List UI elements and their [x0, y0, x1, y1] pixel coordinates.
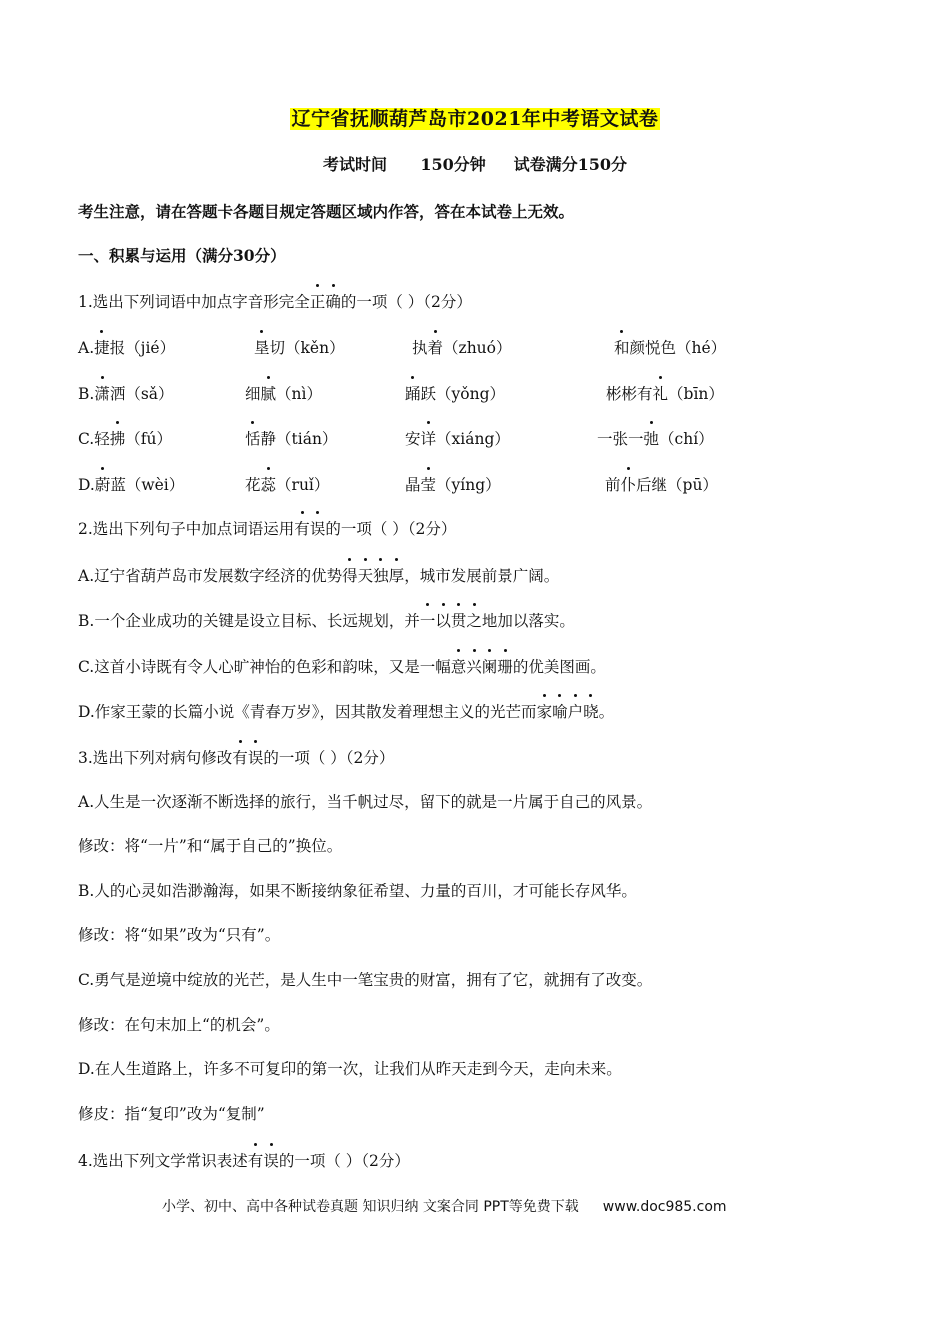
emphasis-dot-char: 晓	[583, 700, 599, 722]
option-word: 细腻（nì）	[245, 382, 322, 404]
emphasis-dot-char: 潇	[94, 382, 110, 404]
q3-revision-b: 修改：将“如果”改为“只有”。	[78, 926, 281, 944]
footer-link[interactable]: www.doc985.com	[602, 1199, 727, 1215]
option-word: 晶莹（yíng）	[405, 473, 501, 495]
emphasis-dot-char: 之	[466, 609, 482, 631]
q3-option-a: A.人生是一次逐渐不断选择的旅行，当千帆过尽，留下的就是一片属于自己的风景。	[78, 793, 653, 811]
emphasis-dot-char: 误	[263, 1149, 279, 1171]
emphasis-dot-char: 户	[568, 700, 584, 722]
emphasis-dot-char: 踊	[405, 382, 421, 404]
q2-option-a: A.辽宁省葫芦岛市发展数字经济的优势得天独厚，城市发展前景广阔。	[78, 564, 559, 586]
q2-option-d: D.作家王蒙的长篇小说《青春万岁》，因其散发着理想主义的光芒而家喻户晓。	[78, 700, 614, 722]
q3-revision-d: 修皮：指“复印”改为“复制”	[78, 1105, 265, 1123]
option-word: 花蕊（ruǐ）	[245, 473, 329, 495]
emphasis-dot-char: 仆	[621, 473, 637, 495]
q2-option-c: C.这首小诗既有令人心旷神怡的色彩和韵味，又是一幅意兴阑珊的优美图画。	[78, 655, 606, 677]
emphasis-dot-char: 腻	[261, 382, 277, 404]
option-word: 轻拂（fú）	[94, 430, 172, 448]
emphasis-dot-char: 以	[435, 609, 451, 631]
emphasis-dot-char: 着	[428, 336, 444, 358]
q3-option-b: B.人的心灵如浩渺瀚海，如果不断接纳象征希望、力量的百川，才可能长存风华。	[78, 882, 637, 900]
emphasis-dot-char: 弛	[644, 427, 660, 449]
option-word: 彬彬有礼（bīn）	[606, 382, 724, 404]
emphasis-dot-char: 恬	[245, 427, 261, 449]
option-word: 踊跃（yǒng）	[405, 382, 505, 404]
emphasis-dot-char: 有	[294, 517, 310, 539]
q2-option-b: B.一个企业成功的关键是设立目标、长远规划，并一以贯之地加以落实。	[78, 609, 575, 631]
emphasis-dot-char: 兴	[466, 655, 482, 677]
question-3-stem: 3.选出下列对病句修改有误的一项（ ）（2分）	[78, 746, 394, 768]
q3-revision-c: 修改：在句末加上“的机会”。	[78, 1016, 280, 1034]
question-1-stem: 1.选出下列词语中加点字音形完全正确的一项（ ）（2分）	[78, 290, 472, 312]
q3-option-d: D.在人生道路上，许多不可复印的第一次，让我们从昨天走到今天，走向未来。	[78, 1060, 622, 1078]
exam-title: 辽宁省抚顺葫芦岛市2021年中考语文试卷	[291, 108, 659, 130]
emphasis-dot-char: 意	[451, 655, 467, 677]
emphasis-dot-char: 误	[310, 517, 326, 539]
emphasis-dot-char: 蕊	[261, 473, 277, 495]
emphasis-dot-char: 家	[537, 700, 553, 722]
option-word: 恬静（tián）	[245, 427, 337, 449]
emphasis-dot-char: 礼	[653, 382, 669, 404]
emphasis-dot-char: 莹	[421, 473, 437, 495]
page-footer	[162, 1196, 727, 1216]
question-2-stem: 2.选出下列句子中加点词语运用有误的一项（ ）（2分）	[78, 517, 456, 539]
q3-option-c: C.勇气是逆境中绽放的光芒，是人生中一笔宝贵的财富，拥有了它，就拥有了改变。	[78, 971, 653, 989]
emphasis-dot-char: 垦	[254, 336, 270, 358]
q3-revision-a: 修改：将“一片”和“属于自己的”换位。	[78, 837, 343, 855]
option-word: 捷报（jié）	[94, 339, 175, 357]
emphasis-dot-char: 厚	[389, 564, 405, 586]
option-word: 蔚蓝（wèi）	[95, 476, 184, 494]
emphasis-dot-char: 独	[373, 564, 389, 586]
emphasis-dot-char: 误	[248, 746, 264, 768]
emphasis-dot-char: 喻	[552, 700, 568, 722]
emphasis-dot-char: 蔚	[95, 473, 111, 495]
emphasis-dot-char: 有	[232, 746, 248, 768]
section-heading: 一、积累与运用（满分30分）	[78, 246, 286, 265]
option-word: 垦切（kěn）	[254, 336, 345, 358]
emphasis-dot-char: 确	[325, 290, 341, 312]
emphasis-dot-char: 详	[421, 427, 437, 449]
option-word: 一张一弛（chí）	[597, 427, 714, 449]
footer-text: 小学、初中、高中各种试卷真题 知识归纳 文案合同 PPT等免费下载	[162, 1199, 579, 1215]
option-word: 安详（xiáng）	[405, 427, 510, 449]
emphasis-dot-char: 珊	[497, 655, 513, 677]
exam-page: 辽宁省抚顺葫芦岛市2021年中考语文试卷 考试时间 150分钟 试卷满分150分 考生注意，请在答题卡各题目规定答题区域内作答，答在本试卷上无效。 一、积累与运用（满分30分） 1.选出下列词语中加点字音形完全正确的一项（ ）（2分） A.捷报（jié） 垦切（kěn） 执着（zhuó） 和颜悦色（hé） B.潇洒（sǎ） 细腻（nì） 踊跃（yǒng） 彬彬有礼（bīn） C.轻拂（fú） 恬静（tián） 安详（xiáng） 一张一弛（chí） D.蔚蓝（wèi） 花蕊（ruǐ） 晶莹（yíng） 前仆后继（pū） 2.选出下列句子中加点词语运用有误的一项（ ）（2分） A.辽宁省葫芦岛市发展数字经济的优势得天独厚，城市发展前景广阔。 B.一个企业成功的关键是设立目标、长远规划，并一以贯之地加以落实。 C.这首小诗既有令人心旷神怡的色彩和韵味，又是一幅意兴阑珊的优美图画。 D.作家王蒙的长篇小说《青春万岁》，因其散发着理想主义的光芒而家喻户晓。 3.选出下列对病句修改有误的一项（ ）（2分） A.人生是一次逐渐不断选择的旅行，当千帆过尽，留下的就是一片属于自己的风景。 修改：将“一片”和“属于自己的”换位。 B.人的心灵如浩渺瀚海，如果不断接纳象征希望、力量的百川，才可能长存风华。 修改：将“如果”改为“只有”。 C.勇气是逆境中绽放的光芒，是人生中一笔宝贵的财富，拥有了它，就拥有了改变。 修改：在句末加上“的机会”。 D.在人生道路上，许多不可复印的第一次，让我们从昨天走到今天，走向未来。 修皮：指“复印”改为“复制” 4.选出下列文学常识表述有误的一项（ ）（2分） 小学、初中、高中各种试卷真题 知识归纳 文案合同 PPT等免费下载 www.doc985.com	[0, 0, 950, 1344]
exam-subtitle: 考试时间 150分钟 试卷满分150分	[322, 155, 628, 174]
emphasis-dot-char: 有	[248, 1149, 264, 1171]
option-word: 潇洒（sǎ）	[94, 385, 173, 403]
emphasis-dot-char: 拂	[110, 427, 126, 449]
emphasis-dot-char: 一	[420, 609, 436, 631]
option-word: 和颜悦色（hé）	[614, 336, 726, 358]
option-word: 执着（zhuó）	[412, 336, 512, 358]
emphasis-dot-char: 得	[342, 564, 358, 586]
emphasis-dot-char: 阑	[482, 655, 498, 677]
emphasis-dot-char: 捷	[94, 336, 110, 358]
notice: 考生注意，请在答题卡各题目规定答题区域内作答，答在本试卷上无效。	[78, 202, 575, 221]
emphasis-dot-char: 正	[310, 290, 326, 312]
question-4-stem: 4.选出下列文学常识表述有误的一项（ ）（2分）	[78, 1149, 410, 1171]
option-word: 前仆后继（pū）	[605, 473, 718, 495]
emphasis-dot-char: 和	[614, 336, 630, 358]
emphasis-dot-char: 贯	[451, 609, 467, 631]
emphasis-dot-char: 天	[358, 564, 374, 586]
